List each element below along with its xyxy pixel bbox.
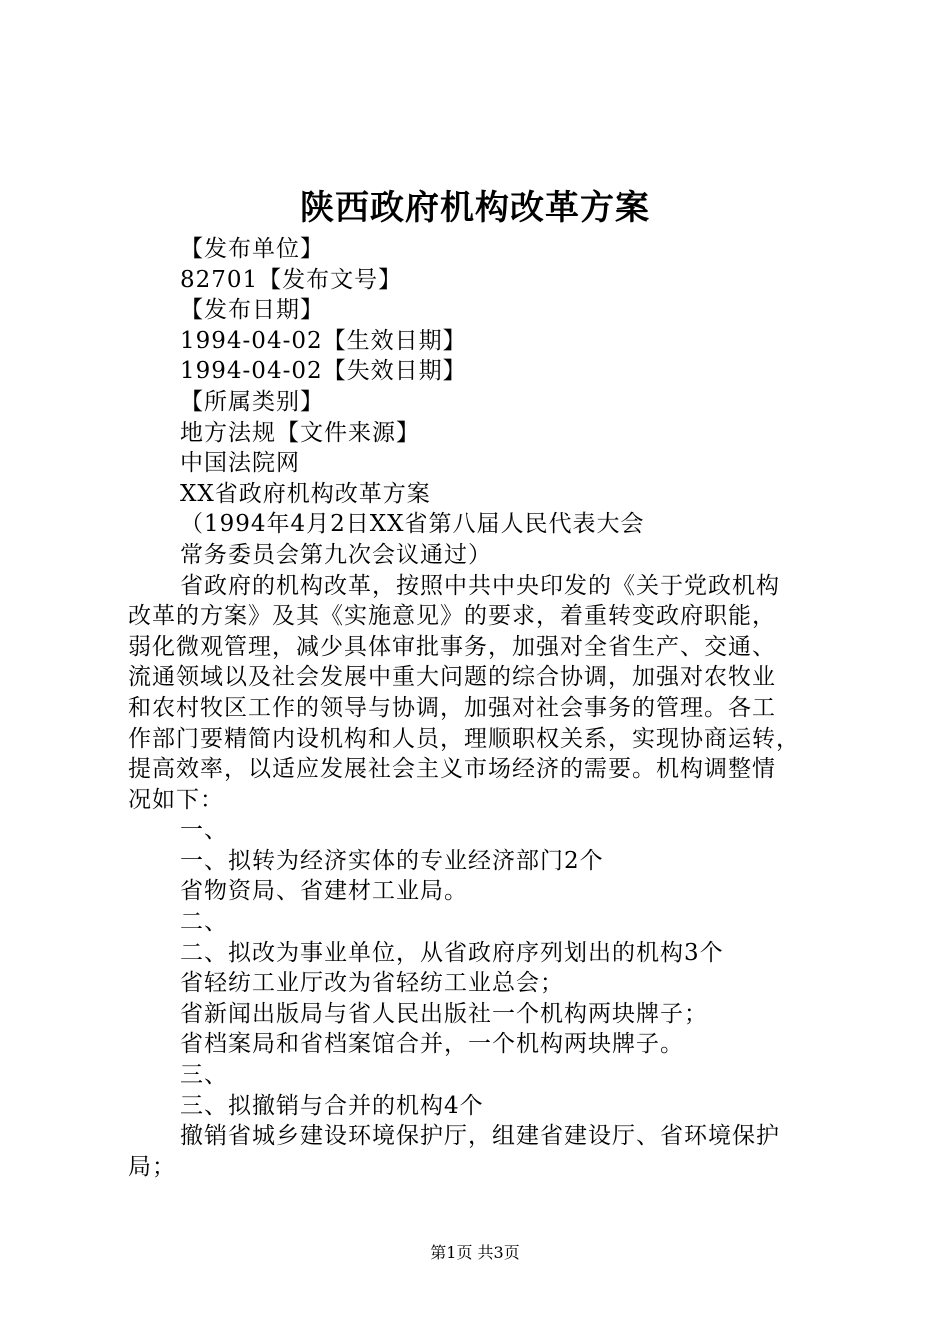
text-line: 82701【发布文号】 bbox=[180, 266, 403, 293]
text-line: 省政府的机构改革，按照中共中央印发的《关于党政机构 bbox=[180, 572, 780, 599]
text-line: 省档案局和省档案馆合并，一个机构两块牌子。 bbox=[180, 1031, 684, 1058]
text-line: 【发布单位】 bbox=[180, 236, 324, 262]
text-line: 三、 bbox=[180, 1062, 228, 1089]
text-line: 撤销省城乡建设环境保护厅，组建省建设厅、省环境保护 bbox=[180, 1123, 780, 1150]
text-line: 流通领域以及社会发展中重大问题的综合协调，加强对农牧业 bbox=[128, 664, 776, 691]
text-line: 省物资局、省建材工业局。 bbox=[180, 878, 468, 905]
text-line: 省新闻出版局与省人民出版社一个机构两块牌子； bbox=[180, 1000, 708, 1027]
text-line: 作部门要精简内设机构和人员，理顺职权关系，实现协商运转， bbox=[128, 725, 800, 752]
text-line: 二、拟改为事业单位，从省政府序列划出的机构3个 bbox=[180, 939, 724, 966]
text-line: 1994-04-02【生效日期】 bbox=[180, 327, 467, 354]
text-line: 改革的方案》及其《实施意见》的要求，着重转变政府职能， bbox=[128, 603, 776, 630]
text-line: 提高效率，以适应发展社会主义市场经济的需要。机构调整情 bbox=[128, 756, 776, 783]
text-line: 弱化微观管理，减少具体审批事务，加强对全省生产、交通、 bbox=[128, 633, 776, 660]
text-line: 1994-04-02【失效日期】 bbox=[180, 358, 467, 385]
text-line: 和农村牧区工作的领导与协调，加强对社会事务的管理。各工 bbox=[128, 694, 776, 721]
text-line: 【所属类别】 bbox=[180, 388, 324, 415]
page-number: 第1页 共3页 bbox=[430, 1243, 520, 1262]
text-line: （1994年4月2日XX省第八届人民代表大会 bbox=[180, 511, 645, 538]
document-body bbox=[128, 234, 838, 1182]
text-line: 况如下： bbox=[128, 786, 224, 813]
text-line: XX省政府机构改革方案 bbox=[180, 480, 431, 507]
text-line: 【发布日期】 bbox=[180, 297, 324, 324]
document-title: 陕西政府机构改革方案 bbox=[300, 188, 650, 228]
text-line: 一、 bbox=[180, 817, 228, 844]
text-line: 省轻纺工业厅改为省轻纺工业总会； bbox=[180, 970, 564, 997]
text-line: 局； bbox=[128, 1153, 176, 1180]
text-line: 中国法院网 bbox=[180, 450, 300, 477]
text-line: 地方法规【文件来源】 bbox=[180, 419, 420, 446]
text-line: 三、拟撤销与合并的机构4个 bbox=[180, 1092, 484, 1119]
text-line: 一、拟转为经济实体的专业经济部门2个 bbox=[180, 847, 604, 874]
text-line: 常务委员会第九次会议通过） bbox=[180, 541, 492, 568]
text-line: 二、 bbox=[180, 909, 228, 936]
